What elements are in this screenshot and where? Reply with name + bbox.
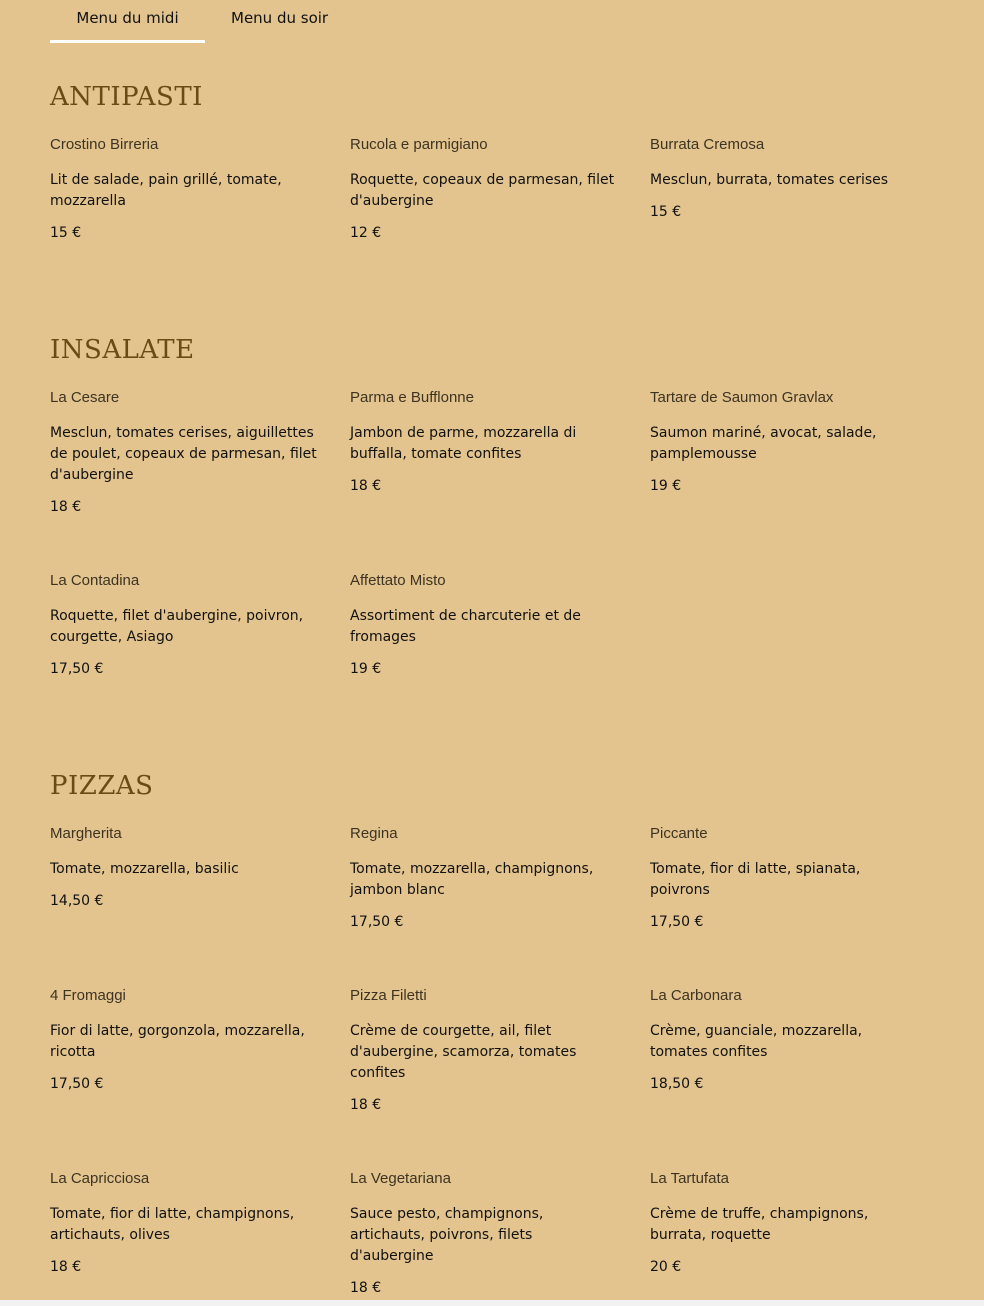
item-name: Pizza Filetti	[350, 987, 427, 1004]
item-price: 17,50 €	[350, 914, 404, 930]
item-price: 18 €	[350, 478, 382, 494]
item-price: 15 €	[650, 204, 682, 220]
item-price: 19 €	[650, 478, 682, 494]
item-name: 4 Fromaggi	[50, 987, 126, 1004]
item-name: Parma e Bufflonne	[350, 389, 474, 406]
item-price: 18 €	[350, 1097, 382, 1113]
item-price: 18 €	[50, 1259, 82, 1275]
item-description: Jambon de parme, mozzarella di buffalla, tomate confites	[350, 425, 577, 462]
item-name: Crostino Birreria	[50, 136, 159, 153]
item-price: 20 €	[650, 1259, 682, 1275]
menu-item	[650, 389, 920, 495]
item-description: Roquette, filet d'aubergine, poivron, courgette, Asiago	[50, 608, 304, 645]
item-description: Sauce pesto, champignons, artichauts, poivrons, filets d'aubergine	[350, 1206, 544, 1264]
menu-item	[350, 136, 620, 242]
item-description: Roquette, copeaux de parmesan, filet d'aubergine	[350, 172, 615, 209]
item-name: Affettato Misto	[350, 572, 446, 589]
menu-item	[650, 136, 920, 221]
menu-item	[350, 1170, 620, 1297]
item-description: Saumon mariné, avocat, salade, pamplemousse	[650, 425, 877, 462]
item-name: La Capricciosa	[50, 1170, 150, 1187]
item-name: Regina	[350, 825, 398, 842]
item-name: La Contadina	[50, 572, 140, 589]
item-description: Mesclun, tomates cerises, aiguillettes de poulet, copeaux de parmesan, filet d'aubergine	[50, 425, 317, 483]
item-description: Tomate, fior di latte, spianata, poivrons	[650, 861, 861, 898]
item-description: Tomate, mozzarella, champignons, jambon blanc	[350, 861, 594, 898]
item-name: Margherita	[50, 825, 122, 842]
item-description: Fior di latte, gorgonzola, mozzarella, ricotta	[50, 1023, 305, 1060]
item-name: La Vegetariana	[350, 1170, 451, 1187]
item-name: Tartare de Saumon Gravlax	[650, 389, 834, 406]
menu-item	[650, 987, 920, 1093]
item-description: Lit de salade, pain grillé, tomate, mozzarella	[50, 172, 282, 209]
item-name: Rucola e parmigiano	[350, 136, 488, 153]
menu-item	[350, 389, 620, 495]
menu-item	[350, 572, 620, 678]
item-price: 18 €	[50, 499, 82, 515]
item-price: 17,50 €	[50, 1076, 104, 1092]
item-price: 18 €	[350, 1280, 382, 1296]
item-price: 17,50 €	[650, 914, 704, 930]
item-name: La Carbonara	[650, 987, 742, 1004]
item-price: 12 €	[350, 225, 382, 241]
item-price: 15 €	[50, 225, 82, 241]
item-price: 18,50 €	[650, 1076, 704, 1092]
menu-item	[50, 987, 320, 1093]
item-name: La Cesare	[50, 389, 120, 406]
item-description: Crème, guanciale, mozzarella, tomates confites	[650, 1023, 863, 1060]
item-price: 19 €	[350, 661, 382, 677]
section-title: ANTIPASTI	[50, 82, 203, 112]
menu-item	[650, 1170, 920, 1276]
tab-menu-du-midi[interactable]: Menu du midi	[50, 0, 205, 43]
menu-tabs	[50, 0, 355, 44]
menu-item	[50, 572, 320, 678]
section-title: INSALATE	[50, 335, 195, 365]
item-price: 14,50 €	[50, 893, 104, 909]
menu-item	[350, 825, 620, 931]
menu-item	[50, 1170, 320, 1276]
item-price: 17,50 €	[50, 661, 104, 677]
item-description: Crème de courgette, ail, filet d'aubergine, scamorza, tomates confites	[350, 1023, 577, 1081]
item-description: Tomate, fior di latte, champignons, artichauts, olives	[50, 1206, 295, 1243]
menu-item	[650, 825, 920, 931]
item-name: Burrata Cremosa	[650, 136, 765, 153]
menu-item	[50, 136, 320, 242]
item-description: Assortiment de charcuterie et de fromages	[350, 608, 581, 645]
item-name: Piccante	[650, 825, 708, 842]
section-title: PIZZAS	[50, 771, 154, 801]
item-description: Tomate, mozzarella, basilic	[50, 861, 239, 877]
tab-menu-du-soir[interactable]: Menu du soir	[231, 9, 329, 27]
menu-item	[350, 987, 620, 1114]
item-description: Mesclun, burrata, tomates cerises	[650, 172, 889, 188]
item-name: La Tartufata	[650, 1170, 729, 1187]
menu-item	[50, 389, 320, 516]
menu-item	[50, 825, 320, 910]
item-description: Crème de truffe, champignons, burrata, roquette	[650, 1206, 869, 1243]
